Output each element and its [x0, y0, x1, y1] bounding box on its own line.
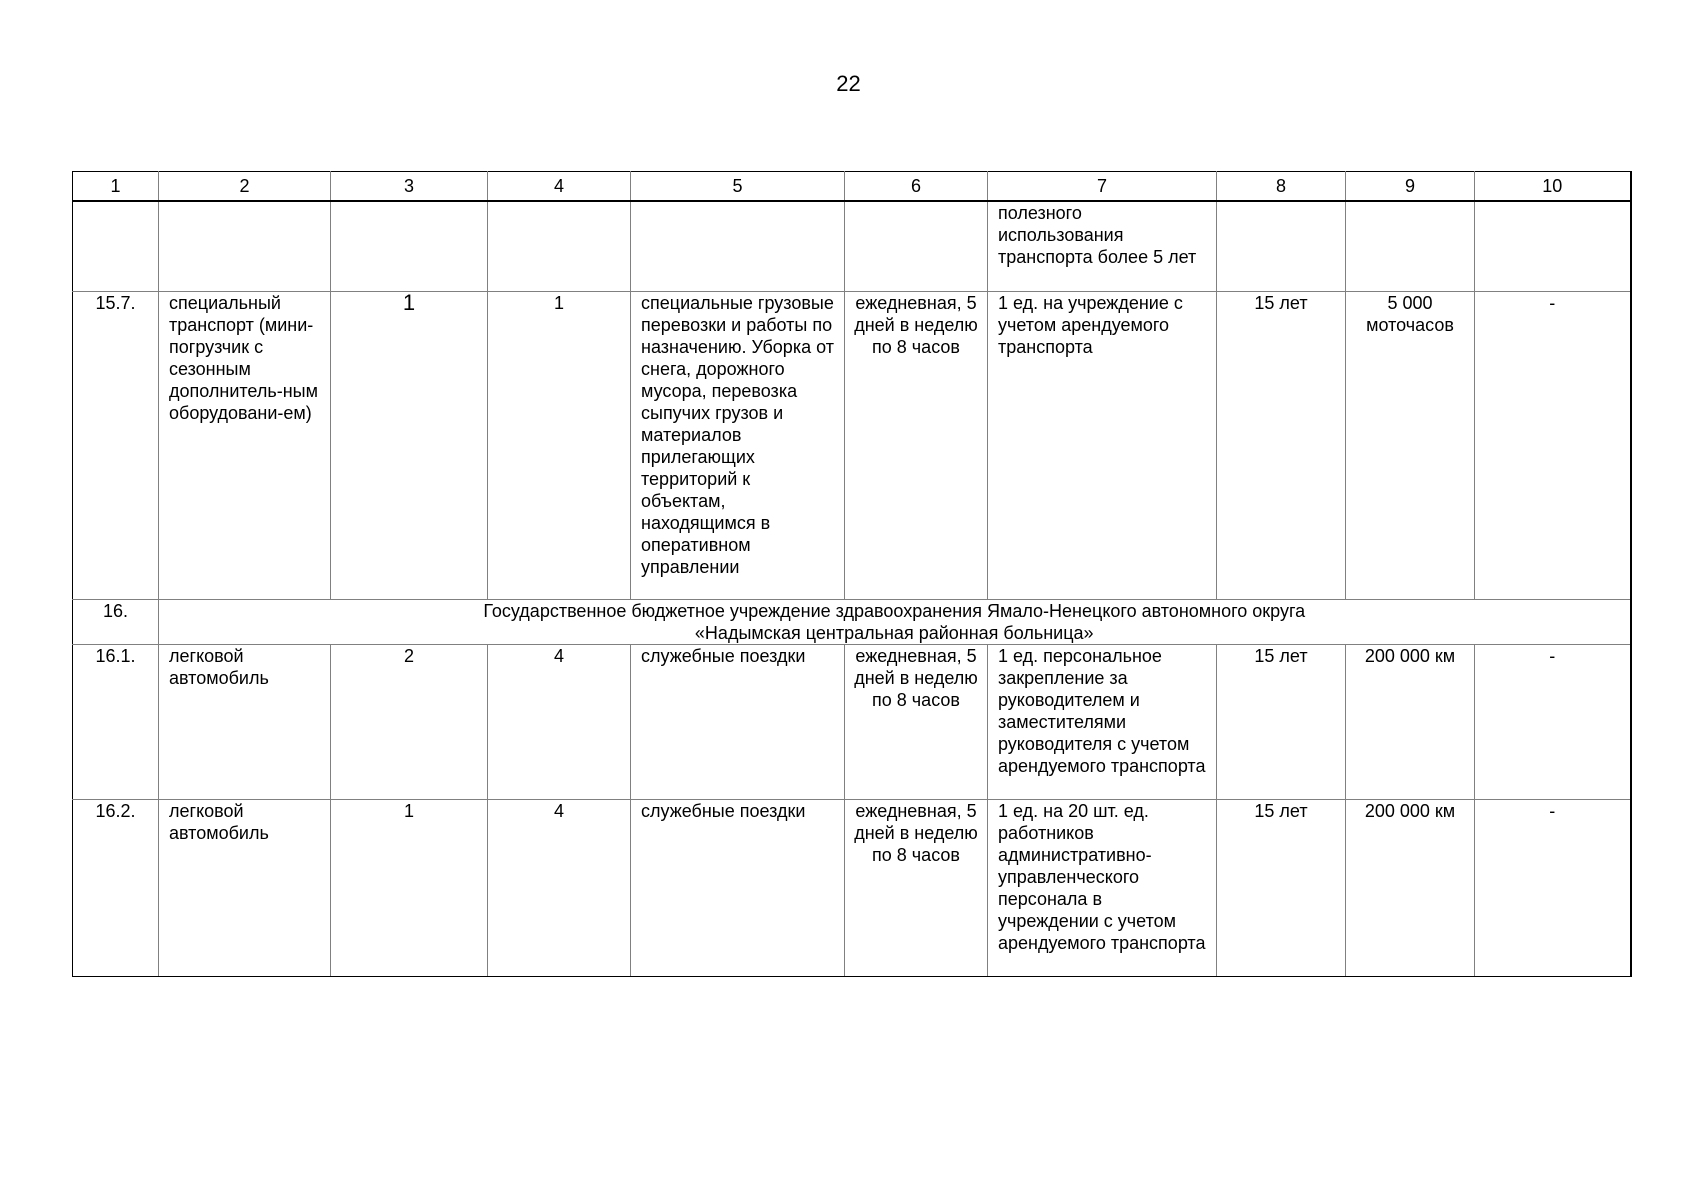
header-cell: 8: [1217, 172, 1346, 202]
table-row: [73, 644, 1631, 799]
mode-cell: ежедневная, 5 дней в неделю по 8 часов: [845, 291, 988, 599]
header-cell: 2: [159, 172, 331, 202]
term-cell: 15 лет: [1217, 799, 1346, 976]
table-cell: [1217, 201, 1346, 291]
mileage-cell: 5 000 моточасов: [1346, 291, 1475, 599]
table-cell: 4: [488, 644, 631, 799]
header-cell: 6: [845, 172, 988, 202]
table-row: [73, 799, 1631, 976]
section-title-line: Государственное бюджетное учреждение здравоохранения Ямало-Ненецкого автономного округа: [483, 600, 1306, 621]
table-cell: [1346, 201, 1475, 291]
vehicle-name: легковой автомобиль: [159, 799, 331, 976]
table-cell: [1475, 201, 1631, 291]
row-number: 16.: [73, 599, 159, 644]
norm-cell: 1 ед. персональное закрепление за руководителем и заместителями руководителя с учетом арендуемого транспорта: [988, 644, 1217, 799]
header-cell: 5: [631, 172, 845, 202]
purpose-cell: специальные грузовые перевозки и работы по назначению. Уборка от снега, дорожного мусора, перевозка сыпучих грузов и материалов прилегающих территорий к объектам, находящимся в оперативном управлении: [631, 291, 845, 599]
section-title-line: «Надымская центральная районная больница»: [694, 622, 1094, 643]
header-cell: 3: [331, 172, 488, 202]
vehicle-name: специальный транспорт (мини-погрузчик с сезонным дополнитель-ным оборудовани-ем): [159, 291, 331, 599]
header-cell: 4: [488, 172, 631, 202]
norm-cell: 1 ед. на 20 шт. ед. работников административно-управленческого персонала в учреждении с учетом арендуемого транспорта: [988, 799, 1217, 976]
header-row: [73, 172, 1631, 202]
table-cell: 1: [331, 291, 488, 599]
vehicle-name: легковой автомобиль: [159, 644, 331, 799]
norm-cell: полезного использования транспорта более 5 лет: [988, 201, 1217, 291]
row-number: 16.1.: [73, 644, 159, 799]
mode-cell: ежедневная, 5 дней в неделю по 8 часов: [845, 799, 988, 976]
table-cell: [73, 201, 159, 291]
mileage-cell: 200 000 км: [1346, 644, 1475, 799]
table-cell: 1: [331, 799, 488, 976]
header-cell: 9: [1346, 172, 1475, 202]
table-cell: 1: [488, 291, 631, 599]
table-cell: [631, 201, 845, 291]
table-cell: 4: [488, 799, 631, 976]
table-cell: -: [1475, 291, 1631, 599]
row-number: 16.2.: [73, 799, 159, 976]
table-cell: [845, 201, 988, 291]
purpose-cell: служебные поездки: [631, 644, 845, 799]
section-row: [73, 599, 1631, 644]
header-cell: 10: [1475, 172, 1631, 202]
table-cell: [488, 201, 631, 291]
norm-cell: 1 ед. на учреждение с учетом арендуемого транспорта: [988, 291, 1217, 599]
purpose-cell: служебные поездки: [631, 799, 845, 976]
table-cell: 2: [331, 644, 488, 799]
transport-norms-table: [72, 171, 1632, 977]
header-cell: 1: [73, 172, 159, 202]
header-cell: 7: [988, 172, 1217, 202]
section-title: [159, 599, 1631, 644]
table-cell: [159, 201, 331, 291]
row-number: 15.7.: [73, 291, 159, 599]
table-cell: -: [1475, 644, 1631, 799]
table-cell: [331, 201, 488, 291]
table-cell: -: [1475, 799, 1631, 976]
mode-cell: ежедневная, 5 дней в неделю по 8 часов: [845, 644, 988, 799]
page-number: 22: [836, 71, 861, 96]
term-cell: 15 лет: [1217, 291, 1346, 599]
mileage-cell: 200 000 км: [1346, 799, 1475, 976]
table-row: [73, 201, 1631, 291]
table-row: [73, 291, 1631, 599]
term-cell: 15 лет: [1217, 644, 1346, 799]
